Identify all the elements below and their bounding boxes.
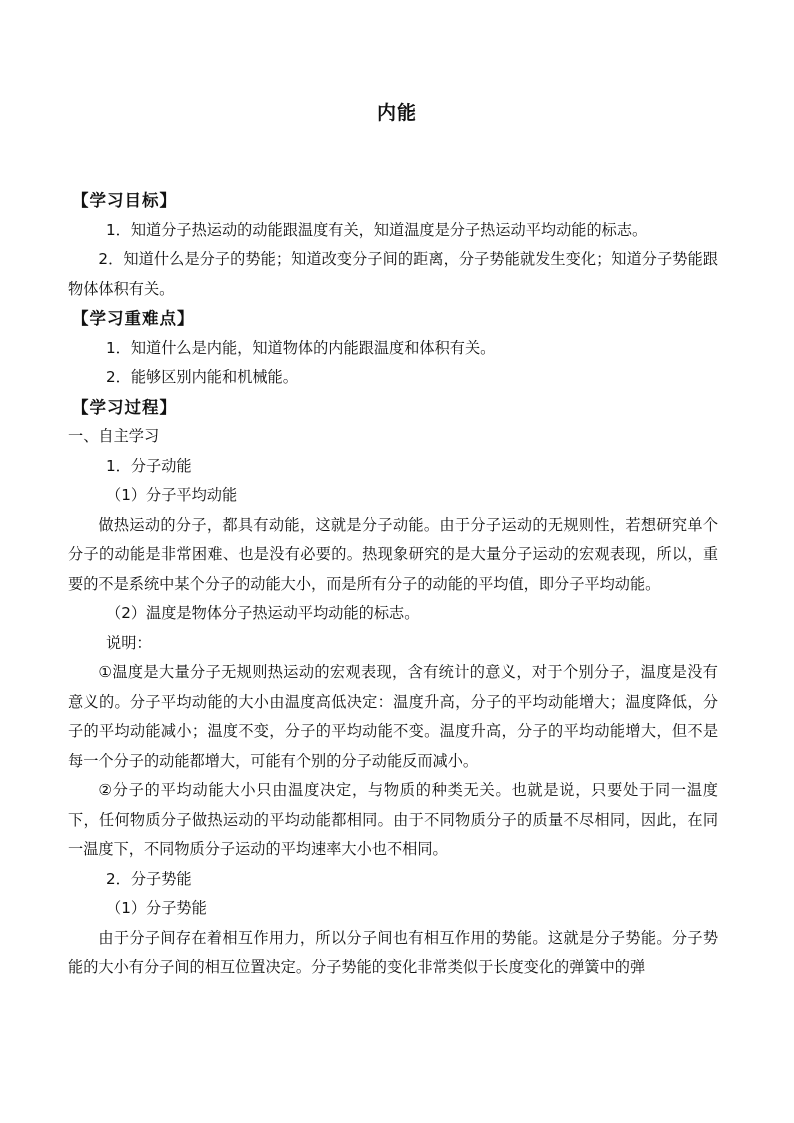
item-average-kinetic-energy: （1）分子平均动能 xyxy=(106,486,238,504)
note-2: ②分子的平均动能大小只由温度决定，与物质的种类无关。也就是说，只要处于同一温度下，任何物质分子做热运动的平均动能都相同。由于不同物质分子的质量不尽相同，因此，在同一温度下，不同物质分子运动的平均速率大小也不相同。 xyxy=(68,781,718,858)
paragraph-potential-energy: 由于分子间存在着相互作用力，所以分子间也有相互作用的势能。这就是分子势能。分子势能的大小有分子间的相互位置决定。分子势能的变化非常类似于长度变化的弹簧中的弹 xyxy=(68,928,718,976)
process-heading: 【学习过程】 xyxy=(72,397,177,417)
item-molecular-kinetic-energy: 1．分子动能 xyxy=(106,456,192,475)
note-1: ①温度是大量分子无规则热运动的宏观表现，含有统计的意义，对于个别分子，温度是没有意义的。分子平均动能的大小由温度高低决定：温度升高，分子的平均动能增大；温度降低，分子的平均动能减小；温度不变，分子的平均动能不变。温度升高，分子的平均动能增大，但不是每一个分子的动能都增大，可能有个别的分子动能反而减小。 xyxy=(68,663,718,770)
document-body xyxy=(68,186,718,983)
key-point-2: 2．能够区别内能和机械能。 xyxy=(106,368,298,386)
paragraph-kinetic-energy: 做热运动的分子，都具有动能，这就是分子动能。由于分子运动的无规则性，若想研究单个分子的动能是非常困难、也是没有必要的。热现象研究的是大量分子运动的宏观表现，所以，重要的不是系统中某个分子的动能大小，而是所有分子的动能的平均值，即分子平均动能。 xyxy=(68,515,718,593)
self-study-heading: 一、自主学习 xyxy=(68,427,160,445)
key-points-heading: 【学习重难点】 xyxy=(72,309,195,328)
goal-1: 1．知道分子热运动的动能跟温度有关，知道温度是分子热运动平均动能的标志。 xyxy=(106,220,648,239)
goals-heading: 【学习目标】 xyxy=(72,191,177,210)
item-molecular-potential-energy: 2．分子势能 xyxy=(106,869,192,888)
goal-2: 2．知道什么是分子的势能；知道改变分子间的距离，分子势能就发生变化；知道分子势能跟物体体积有关。 xyxy=(68,250,718,298)
note-label: 说明： xyxy=(106,633,152,652)
page-title: 内能 xyxy=(376,102,417,124)
item-temperature: （2）温度是物体分子热运动平均动能的标志。 xyxy=(106,604,420,622)
key-point-1: 1．知道什么是内能，知道物体的内能跟温度和体积有关。 xyxy=(106,338,496,357)
item-potential-energy: （1）分子势能 xyxy=(106,899,207,917)
